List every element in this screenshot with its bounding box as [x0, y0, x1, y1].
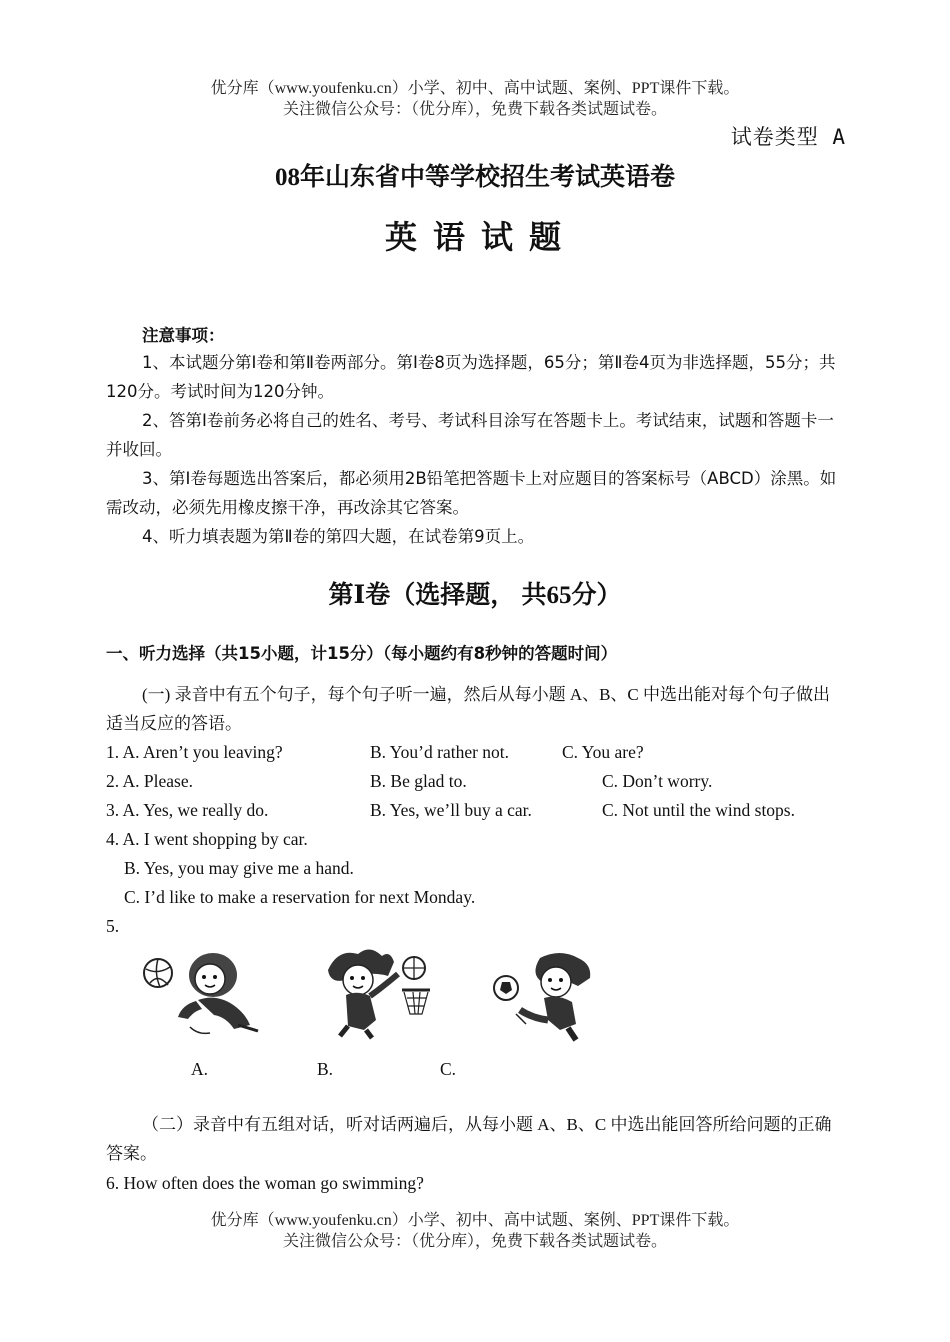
header-line-1: 优分库（www.youfenku.cn）小学、初中、高中试题、案例、PPT课件下载。 — [210, 80, 740, 97]
header-line-2: 关注微信公众号：（优分库），免费下载各类试题试卷。 — [282, 101, 667, 118]
q5-number: 5. — [106, 916, 120, 936]
q2-option-c: C. Don’t worry. — [602, 771, 713, 791]
note-item-4: 4、听力填表题为第Ⅱ卷的第四大题，在试卷第9页上。 — [142, 527, 535, 546]
sub1-instructions: (一) 录音中有五个句子，每个句子听一遍，然后从每小题 A、B、C 中选出能对每个句子做出适当反应的答语。 — [106, 685, 831, 733]
notes-heading: 注意事项： — [142, 326, 225, 345]
q1-option-c: C. You are? — [562, 742, 644, 762]
q1-option-a: 1. A. Aren’t you leaving? — [106, 742, 283, 762]
q5-label-b: B. — [317, 1059, 334, 1079]
exam-title: 08年山东省中等学校招生考试英语卷 — [274, 164, 675, 191]
note-item-2: 2、答第Ⅰ卷前务必将自己的姓名、考号、考试科目涂写在答题卡上。考试结束，试题和答题卡一并收回。 — [106, 411, 834, 459]
note-item-3: 3、第Ⅰ卷每题选出答案后，都必须用2B铅笔把答题卡上对应题目的答案标号（ABCD）涂黑。如需改动，必须先用橡皮擦干净，再改涂其它答案。 — [106, 469, 837, 517]
q3-option-b: B. Yes, we’ll buy a car. — [370, 800, 532, 820]
q4-option-c: C. I’d like to make a reservation for next Monday. — [124, 887, 476, 907]
paper-subtitle: 英 语 试 题 — [384, 219, 565, 255]
q3-option-c: C. Not until the wind stops. — [602, 800, 795, 820]
q6-question: 6. How often does the woman go swimming? — [106, 1173, 424, 1193]
section-title: 第Ⅰ卷（选择题， 共65分） — [328, 582, 622, 609]
q2-option-b: B. Be glad to. — [370, 771, 467, 791]
part1-heading: 一、听力选择（共15小题，计15分）（每小题约有8秒钟的答题时间） — [106, 644, 618, 663]
footer-line-1: 优分库（www.youfenku.cn）小学、初中、高中试题、案例、PPT课件下载。 — [210, 1212, 740, 1229]
footer-line-2: 关注微信公众号：（优分库），免费下载各类试题试卷。 — [282, 1233, 667, 1250]
volleyball-mascot-figure — [138, 945, 263, 1040]
q3-option-a: 3. A. Yes, we really do. — [106, 800, 269, 820]
q5-label-c: C. — [440, 1059, 457, 1079]
paper-type: 试卷类型 A — [730, 125, 846, 149]
sub2-instructions: （二）录音中有五组对话，听对话两遍后，从每小题 A、B、C 中选出能回答所给问题的正确答案。 — [106, 1115, 832, 1163]
q5-label-a: A. — [191, 1059, 209, 1079]
q4-option-a: 4. A. I went shopping by car. — [106, 829, 308, 849]
q2-option-a: 2. A. Please. — [106, 771, 194, 791]
basketball-mascot-figure — [318, 940, 438, 1040]
q1-option-b: B. You’d rather not. — [370, 742, 510, 762]
football-mascot-figure — [490, 948, 600, 1043]
note-item-1: 1、本试题分第Ⅰ卷和第Ⅱ卷两部分。第Ⅰ卷8页为选择题，65分；第Ⅱ卷4页为非选择题，55分；共120分。考试时间为120分钟。 — [106, 353, 836, 401]
q4-option-b: B. Yes, you may give me a hand. — [124, 858, 354, 878]
